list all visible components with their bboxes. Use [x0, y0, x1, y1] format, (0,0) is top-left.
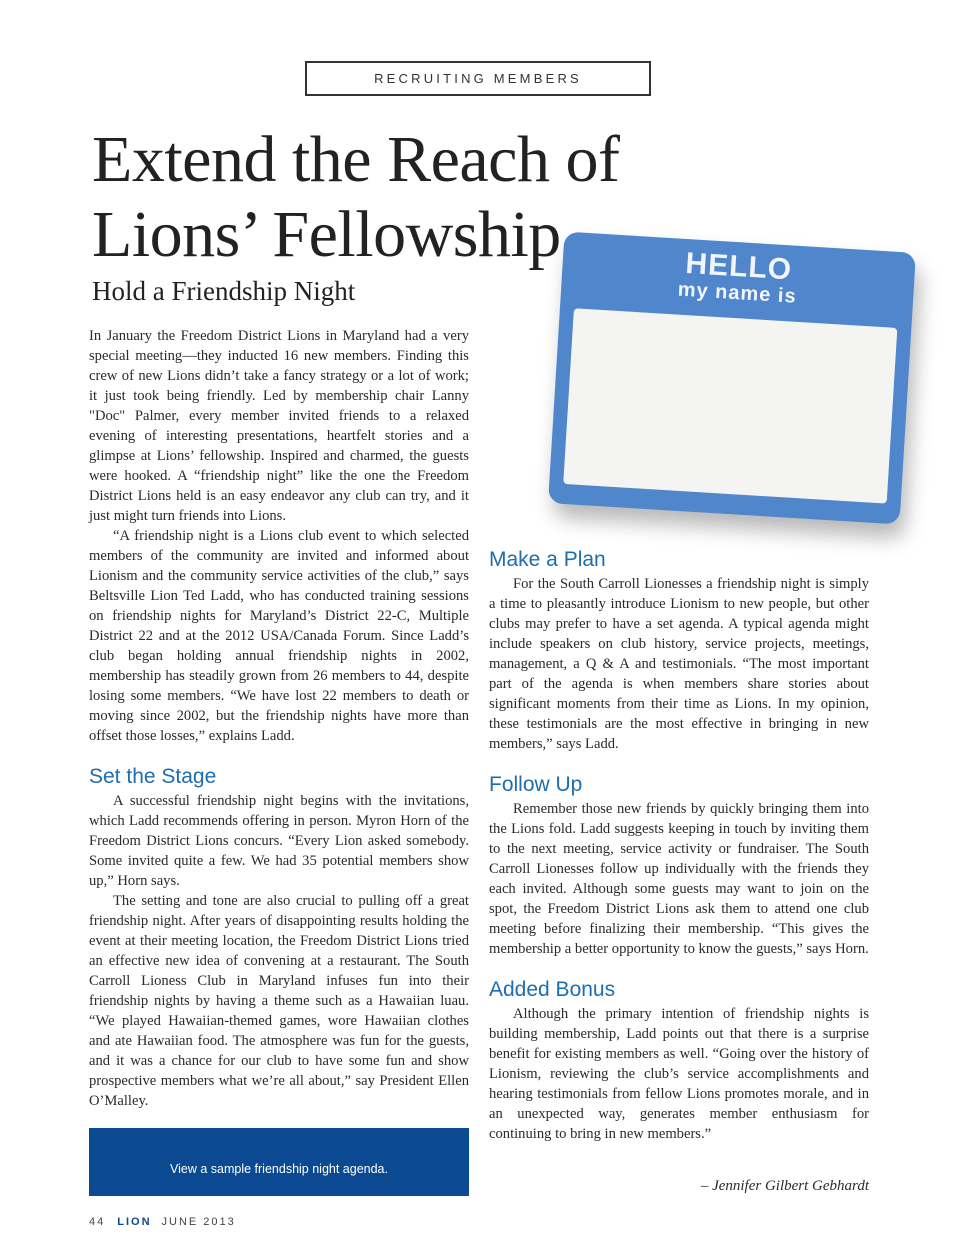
page-footer: [89, 1216, 236, 1228]
set-stage-paragraph-2: The setting and tone are also crucial to pulling off a great friendship night. After years of disappointing results holding the event at their meeting location, the Freedom District Lions tried an effective new idea of convening at a restaurant. The South Carroll Lioness Club in Maryland infuses fun into their friendship nights by having a theme such as a Hawaiian luau. “We played Hawaiian-themed games, wore Hawaiian clothes and ate Hawaiian food. The atmosphere was fun for the guests, and it was a chance for our club to have some fun and show prospective members what we’re all about,” say President Ellen O’Malley.: [89, 893, 469, 1109]
section-added-bonus: [489, 977, 869, 1144]
article-title: Extend the Reach of Lions’ Fellowship: [92, 123, 620, 271]
section-heading-make-a-plan: Make a Plan: [489, 548, 606, 571]
follow-up-paragraph: Remember those new friends by quickly bringing them into the Lions fold. Ladd suggests keeping in touch by inviting them to the next meeting, service activity or fundraiser. The South Carroll Lionesses follow up individually with the friends they each invited. Although some guests may want to join on the spot, the Freedom District Lions ask them to attend one club meeting before finalizing their membership. “This gives the membership a better opportunity to know the guests,” says Horn.: [489, 801, 869, 957]
name-tag-my-name-is: my name is: [677, 278, 798, 308]
page-number: 44: [89, 1216, 106, 1228]
added-bonus-paragraph: Although the primary intention of friendship nights is building membership, Ladd points out that there is a surprise benefit for existing members as well. “Going over the history of Lionism, reviewing the club’s service accomplishments and hearing testimonials from fellow Lions promotes morale, and in an unexpected way, generates member enthusiasm for continuing to bring in new members.”: [489, 1006, 869, 1142]
issue-date: JUNE 2013: [161, 1216, 236, 1228]
author-byline: – Jennifer Gilbert Gebhardt: [700, 1178, 869, 1194]
section-heading-set-the-stage: Set the Stage: [89, 765, 217, 788]
section-set-the-stage: [89, 764, 469, 1111]
sample-agenda-link[interactable]: View a sample friendship night agenda.: [170, 1162, 388, 1176]
name-tag-sticker: [548, 232, 916, 525]
name-tag-hello: HELLO: [684, 246, 794, 287]
sample-agenda-callout[interactable]: [89, 1128, 469, 1196]
name-tag-illustration: [548, 236, 924, 536]
set-stage-paragraph-1: A successful friendship night begins with the invitations, which Ladd recommends offering in person. Myron Horn of the Freedom District Lions concurs. “Every Lion asked somebody. Some invited quite a few. We had 35 potential members show up,” Horn says.: [89, 793, 469, 889]
right-column: [489, 547, 869, 1162]
intro-paragraph-1: In January the Freedom District Lions in Maryland had a very special meeting—they inducted 16 new members. Finding this crew of new Lions didn’t take a fancy strategy or a lot of work; it just took being friendly. Led by membership chair Lanny "Doc" Palmer, every member invited friends to a relaxed evening of interesting presentations, heartfelt stories and a glimpse at Lions’ fellowship. Inspired and charmed, the guests were hooked. A “friendship night” like the one the Freedom District Lions held is an easy endeavor any club can try, and it just might turn friends into Lions.: [89, 328, 469, 524]
article-subtitle: Hold a Friendship Night: [92, 276, 356, 306]
name-tag-blank-area: [563, 308, 897, 503]
section-heading-added-bonus: Added Bonus: [489, 978, 616, 1001]
section-heading-follow-up: Follow Up: [489, 773, 583, 796]
intro-text: [89, 326, 469, 746]
magazine-brand: LION: [117, 1216, 152, 1228]
section-kicker: RECRUITING MEMBERS: [305, 61, 651, 96]
make-plan-paragraph: For the South Carroll Lionesses a friendship night is simply a time to pleasantly introduce Lionism to new people, but other clubs may prefer to have a set agenda. A typical agenda might include speakers on club history, service projects, meetings, management, a Q & A and testimonials. “The most important part of the agenda is when members share stories about significant moments from their time as Lions. In my opinion, these testimonials are the most effective in bringing in new members,” says Ladd.: [489, 576, 869, 752]
section-make-a-plan: [489, 547, 869, 754]
section-follow-up: [489, 772, 869, 959]
intro-paragraph-2: “A friendship night is a Lions club event to which selected members of the community are invited and informed about Lionism and the community service activities of the club,” says Beltsville Lion Ted Ladd, who has conducted training sessions on friendship nights for Maryland’s District 22-C, Multiple District 22 and at the 2012 USA/Canada Forum. Since Ladd’s club began holding annual friendship nights in 2002, membership has steadily grown from 26 members to 44, despite losing some members. “We have lost 22 members to death or moving since 2002, but the friendship nights have more than offset those losses,” explains Ladd.: [89, 528, 469, 744]
